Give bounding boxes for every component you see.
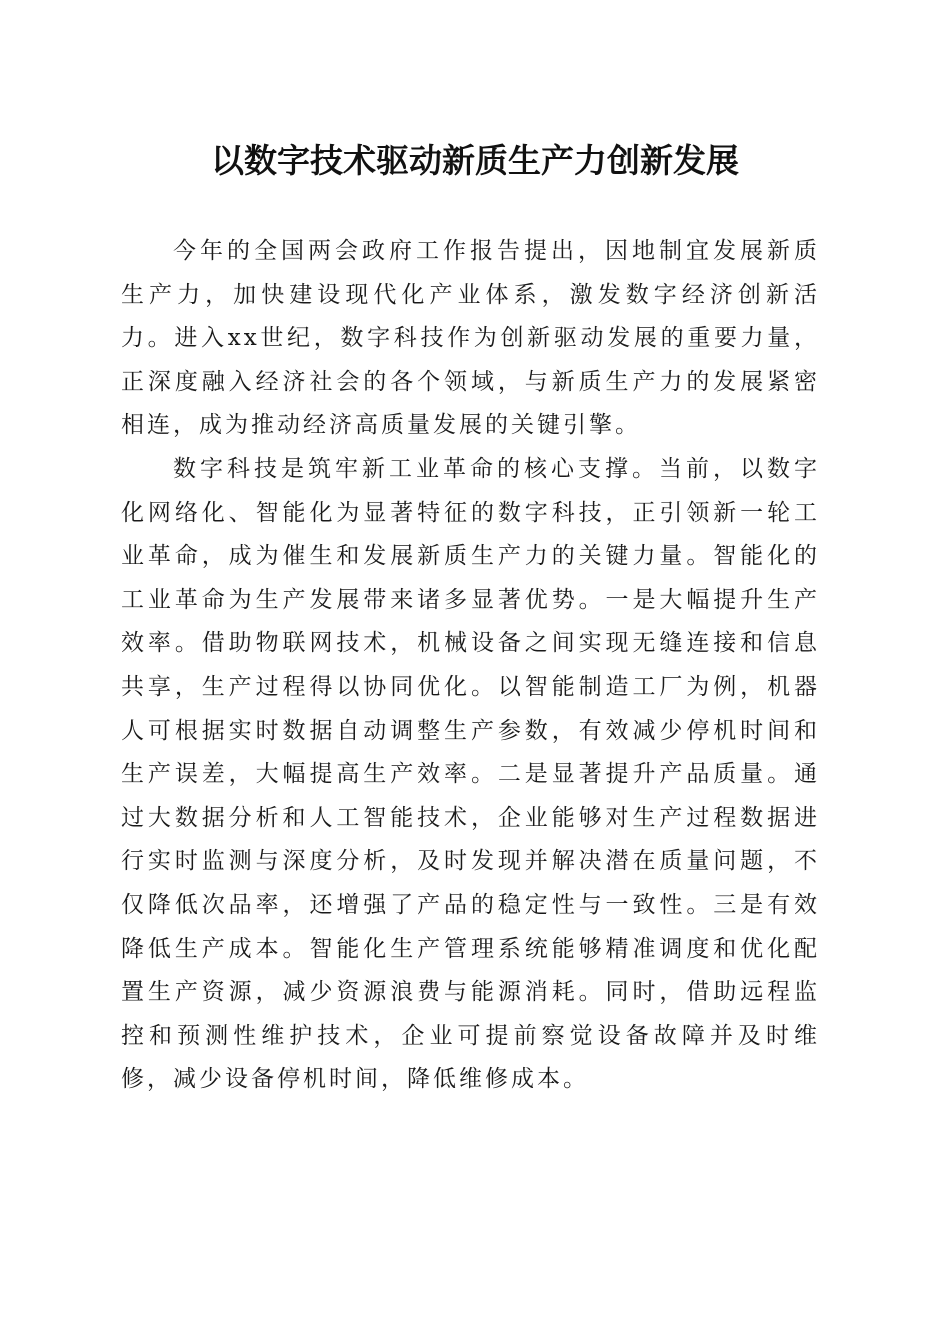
paragraph-digital-tech: 数字科技是筑牢新工业革命的核心支撑。当前，以数字化网络化、智能化为显著特征的数字科技，正引领新一轮工业革命，成为催生和发展新质生产力的关键力量。智能化的工业革命为生产发展带来诸多显著优势。一是大幅提升生产效率。借助物联网技术，机械设备之间实现无缝连接和信息共享，生产过程得以协同优化。以智能制造工厂为例，机器人可根据实时数据自动调整生产参数，有效减少停机时间和生产误差，大幅提高生产效率。二是显著提升产品质量。通过大数据分析和人工智能技术，企业能够对生产过程数据进行实时监测与深度分析，及时发现并解决潜在质量问题，不仅降低次品率，还增强了产品的稳定性与一致性。三是有效降低生产成本。智能化生产管理系统能够精准调度和优化配置生产资源，减少资源浪费与能源消耗。同时，借助远程监控和预测性维护技术，企业可提前察觉设备故障并及时维修，减少设备停机时间，降低维修成本。 bbox=[121, 455, 820, 1093]
document-body bbox=[121, 230, 820, 1102]
paragraph-intro: 今年的全国两会政府工作报告提出，因地制宜发展新质生产力，加快建设现代化产业体系，激发数字经济创新活力。进入xx世纪，数字科技作为创新驱动发展的重要力量，正深度融入经济社会的各个领域，与新质生产力的发展紧密相连，成为推动经济高质量发展的关键引擎。 bbox=[121, 238, 820, 439]
document-title: 以数字技术驱动新质生产力创新发展 bbox=[211, 141, 739, 180]
